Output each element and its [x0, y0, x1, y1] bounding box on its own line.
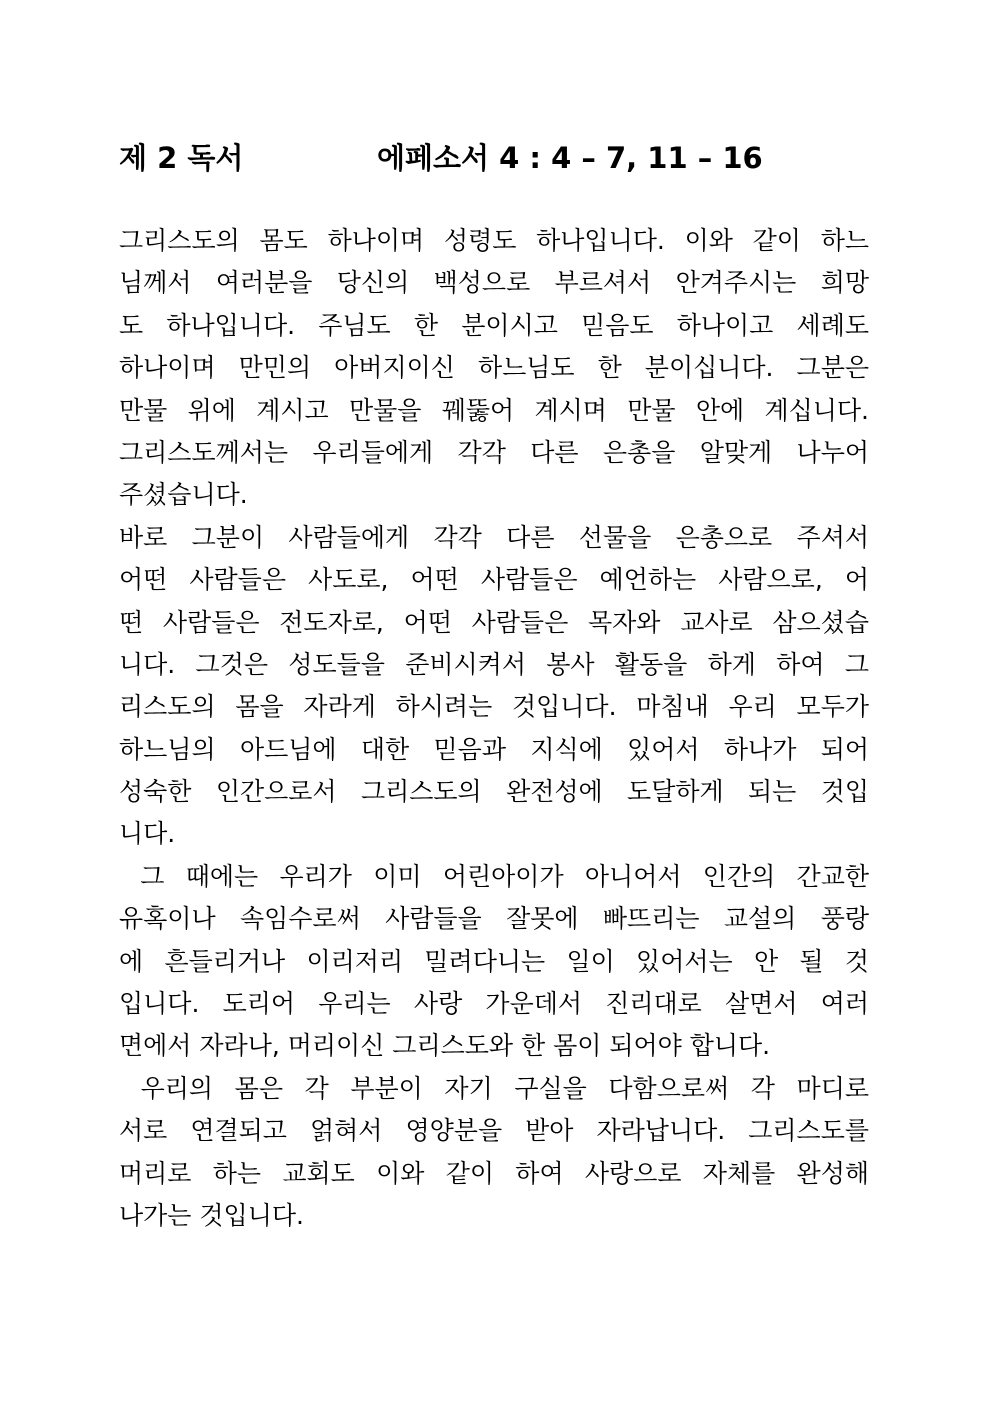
text-line: 니다.	[119, 819, 176, 849]
text-line: 하느님의 아드님에 대한 믿음과 지식에 있어서 하나가 되어	[119, 734, 869, 764]
text-line: 하나이며 만민의 아버지이신 하느님도 한 분이십니다. 그분은	[119, 353, 869, 383]
text-line: 성숙한 인간으로서 그리스도의 완전성에 도달하게 되는 것입	[119, 777, 869, 807]
reading-heading	[119, 136, 879, 180]
text-line: 면에서 자라나, 머리이신 그리스도와 한 몸이 되어야 합니다.	[119, 1031, 771, 1061]
text-line: 그리스도의 몸도 하나이며 성령도 하나입니다. 이와 같이 하느	[119, 226, 869, 255]
text-line: 서로 연결되고 얽혀서 영양분을 받아 자라납니다. 그리스도를	[119, 1116, 869, 1146]
text-line: 에 흔들리거나 이리저리 밀려다니는 일이 있어서는 안 될 것	[119, 946, 869, 976]
text-line: 입니다. 도리어 우리는 사랑 가운데서 진리대로 살면서 여러	[119, 989, 869, 1019]
text-line: 그 때에는 우리가 이미 어린아이가 아니어서 인간의 간교한	[119, 861, 869, 891]
text-line: 리스도의 몸을 자라게 하시려는 것입니다. 마침내 우리 모두가	[119, 692, 869, 722]
text-line: 님께서 여러분을 당신의 백성으로 부르셔서 안겨주시는 희망	[119, 268, 869, 298]
text-line: 나가는 것입니다.	[119, 1200, 304, 1230]
text-line: 우리의 몸은 각 부분이 자기 구실을 다함으로써 각 마디로	[119, 1073, 869, 1103]
text-line: 어떤 사람들은 사도로, 어떤 사람들은 예언하는 사람으로, 어	[119, 565, 869, 595]
text-line: 머리로 하는 교회도 이와 같이 하여 사랑으로 자체를 완성해	[119, 1158, 869, 1188]
text-line: 유혹이나 속임수로써 사람들을 잘못에 빠뜨리는 교설의 풍랑	[119, 904, 869, 934]
text-line: 바로 그분이 사람들에게 각각 다른 선물을 은총으로 주셔서	[119, 522, 869, 552]
text-line: 그리스도께서는 우리들에게 각각 다른 은총을 알맞게 나누어	[119, 437, 869, 467]
text-line: 니다. 그것은 성도들을 준비시켜서 봉사 활동을 하게 하여 그	[119, 649, 869, 679]
reading-label: 제 2 독서	[119, 141, 244, 175]
text-line: 주셨습니다.	[119, 480, 248, 510]
scripture-reference: 에페소서 4 : 4 – 7, 11 – 16	[377, 141, 763, 175]
text-line: 떤 사람들은 전도자로, 어떤 사람들은 목자와 교사로 삼으셨습	[119, 607, 869, 637]
text-line: 만물 위에 계시고 만물을 꿰뚫어 계시며 만물 안에 계십니다.	[119, 395, 869, 425]
reading-text	[119, 220, 869, 1237]
text-line: 도 하나입니다. 주님도 한 분이시고 믿음도 하나이고 세례도	[119, 310, 869, 340]
